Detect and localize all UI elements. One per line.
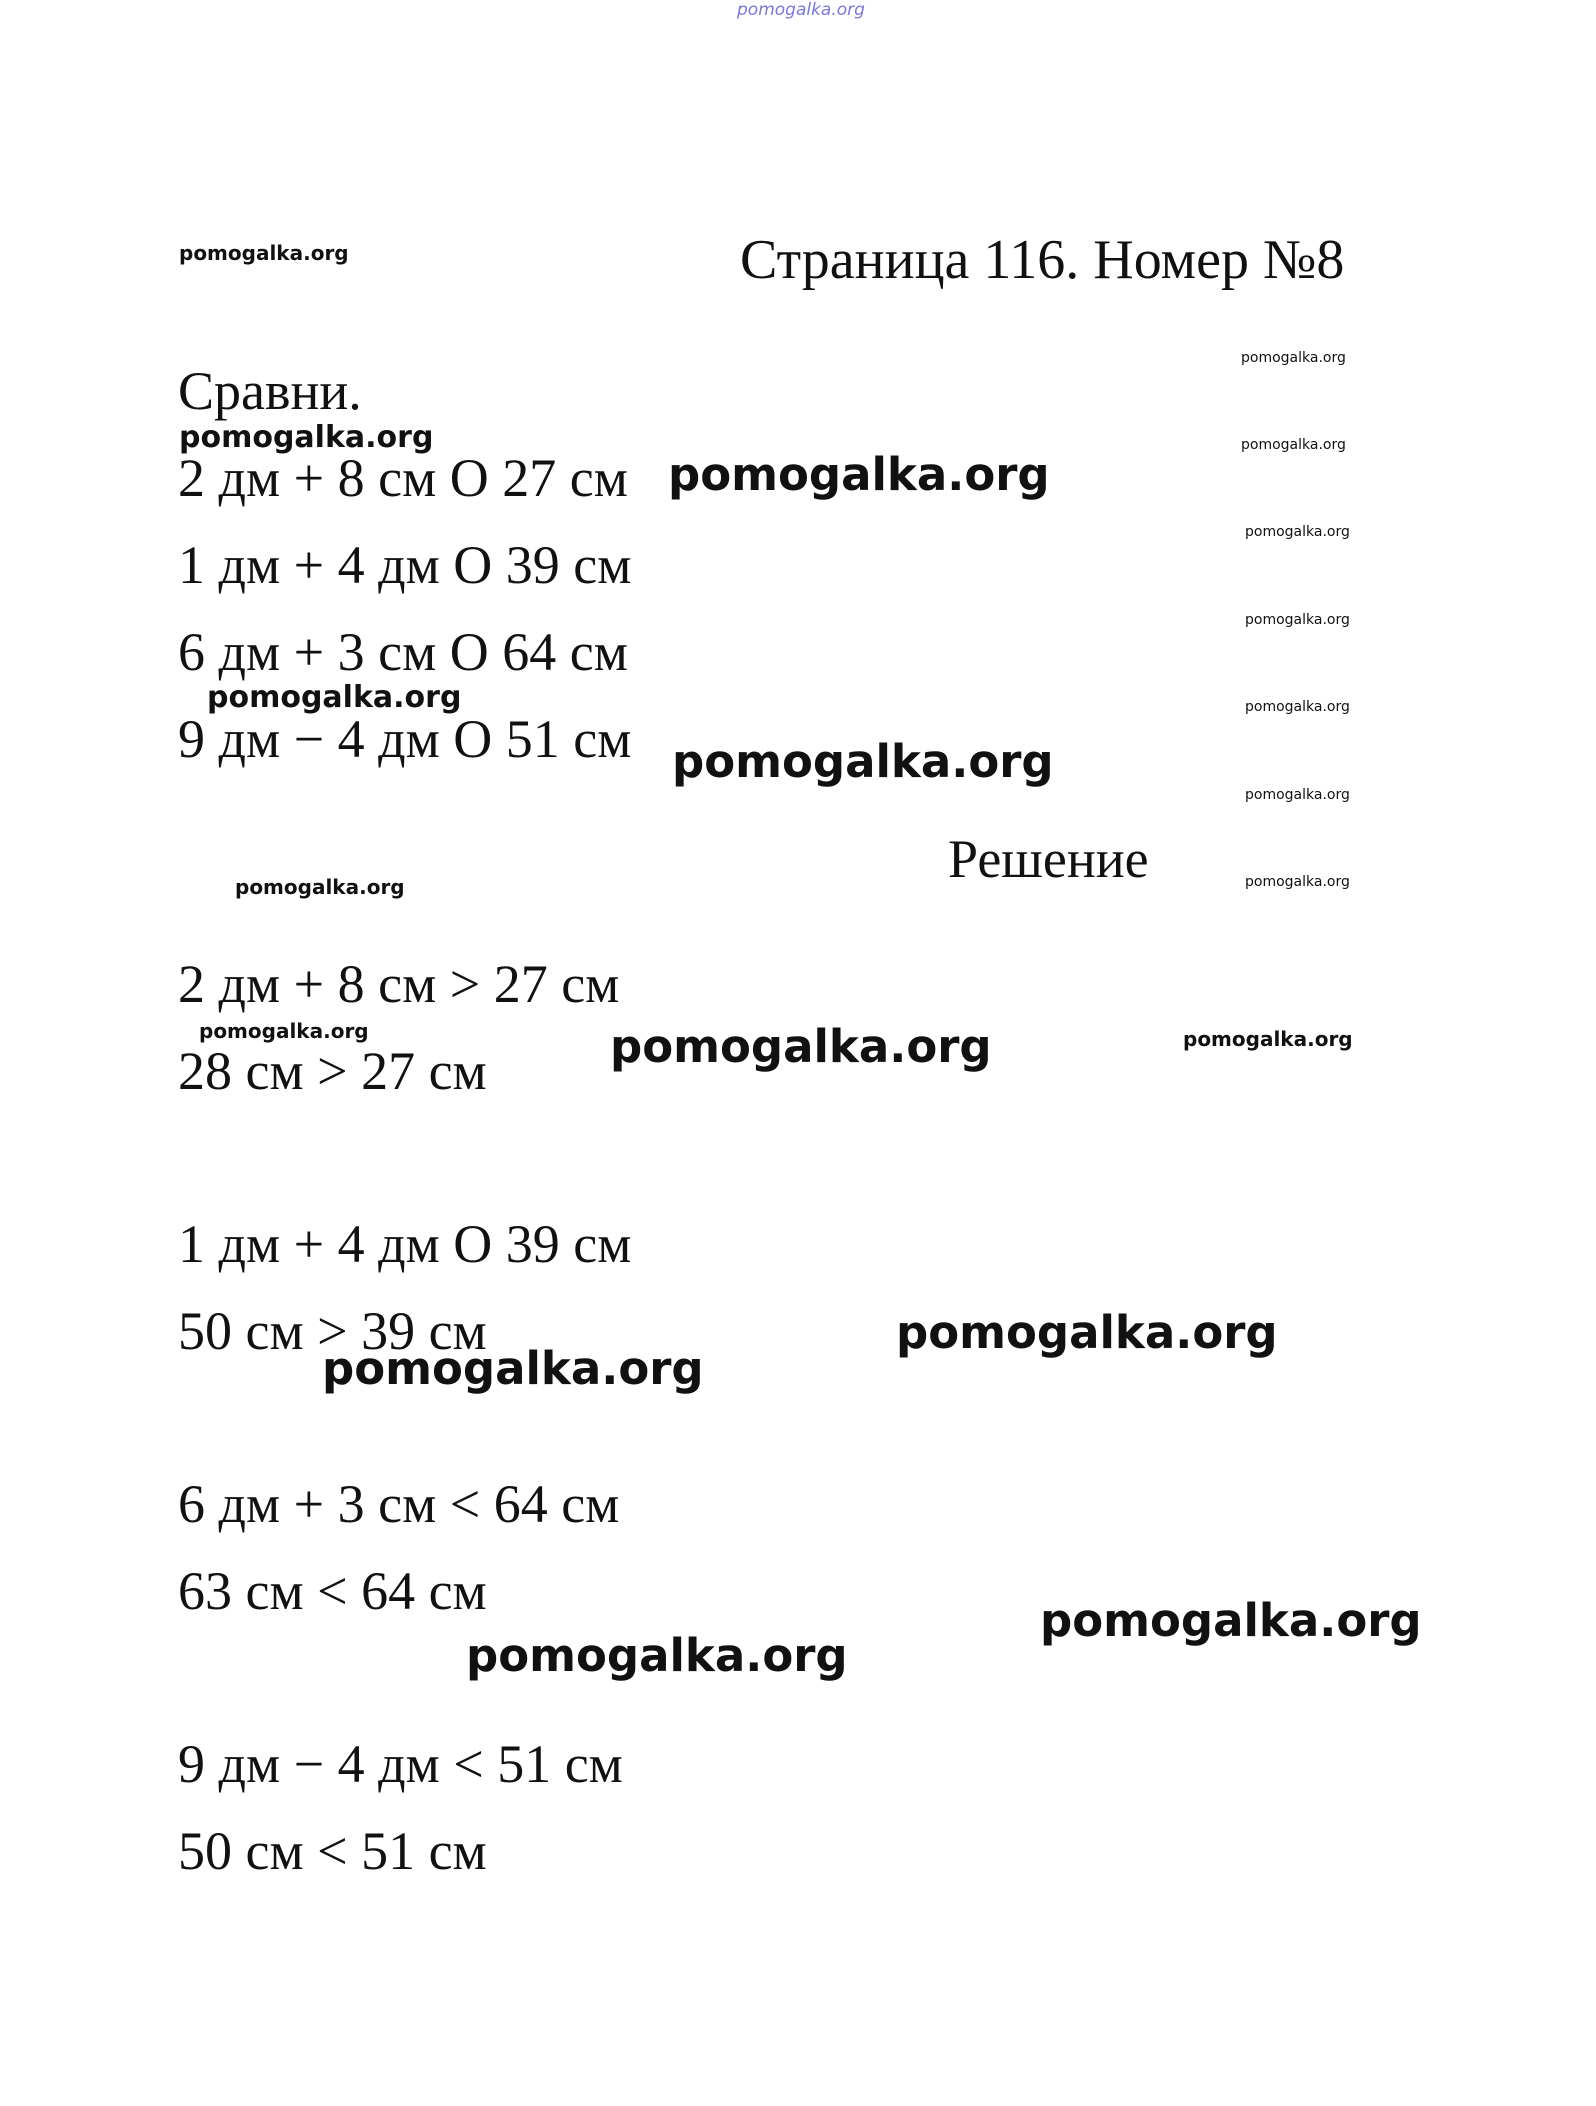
solution-line-6: 63 см < 64 см [178,1561,487,1621]
watermark: pomogalka.org [1245,874,1350,890]
watermark: pomogalka.org [207,680,462,715]
watermark: pomogalka.org [322,1342,704,1395]
solution-line-5: 6 дм + 3 см < 64 см [178,1474,620,1534]
task-line-1: 2 дм + 8 см О 27 см [178,448,628,508]
task-line-2: 1 дм + 4 дм О 39 см [178,535,632,595]
watermark: pomogalka.org [1183,1027,1353,1051]
watermark: pomogalka.org [235,875,405,899]
solution-line-8: 50 см < 51 см [178,1821,487,1881]
watermark: pomogalka.org [610,1020,992,1073]
watermark: pomogalka.org [1241,437,1346,453]
top-watermark: pomogalka.org [737,0,865,20]
watermark: pomogalka.org [668,448,1050,501]
solution-label: Решение [948,829,1149,889]
watermark: pomogalka.org [1245,524,1350,540]
solution-line-2: 28 см > 27 см [178,1041,487,1101]
watermark: pomogalka.org [896,1306,1278,1359]
watermark: pomogalka.org [179,420,434,455]
watermark: pomogalka.org [1245,787,1350,803]
solution-line-7: 9 дм − 4 дм < 51 см [178,1734,623,1794]
watermark: pomogalka.org [466,1629,848,1682]
task-line-3: 6 дм + 3 см О 64 см [178,622,628,682]
solution-line-1: 2 дм + 8 см > 27 см [178,954,620,1014]
watermark: pomogalka.org [1245,612,1350,628]
watermark: pomogalka.org [1040,1594,1422,1647]
solution-line-4: 50 см > 39 см [178,1301,487,1361]
watermark: pomogalka.org [672,735,1054,788]
page-title: Страница 116. Номер №8 [740,229,1345,291]
solution-line-3: 1 дм + 4 дм О 39 см [178,1214,632,1274]
watermark: pomogalka.org [199,1019,369,1043]
watermark: pomogalka.org [179,241,349,265]
watermark: pomogalka.org [1245,699,1350,715]
task-label: Сравни. [178,361,362,421]
watermark: pomogalka.org [1241,350,1346,366]
task-line-4: 9 дм − 4 дм О 51 см [178,709,632,769]
